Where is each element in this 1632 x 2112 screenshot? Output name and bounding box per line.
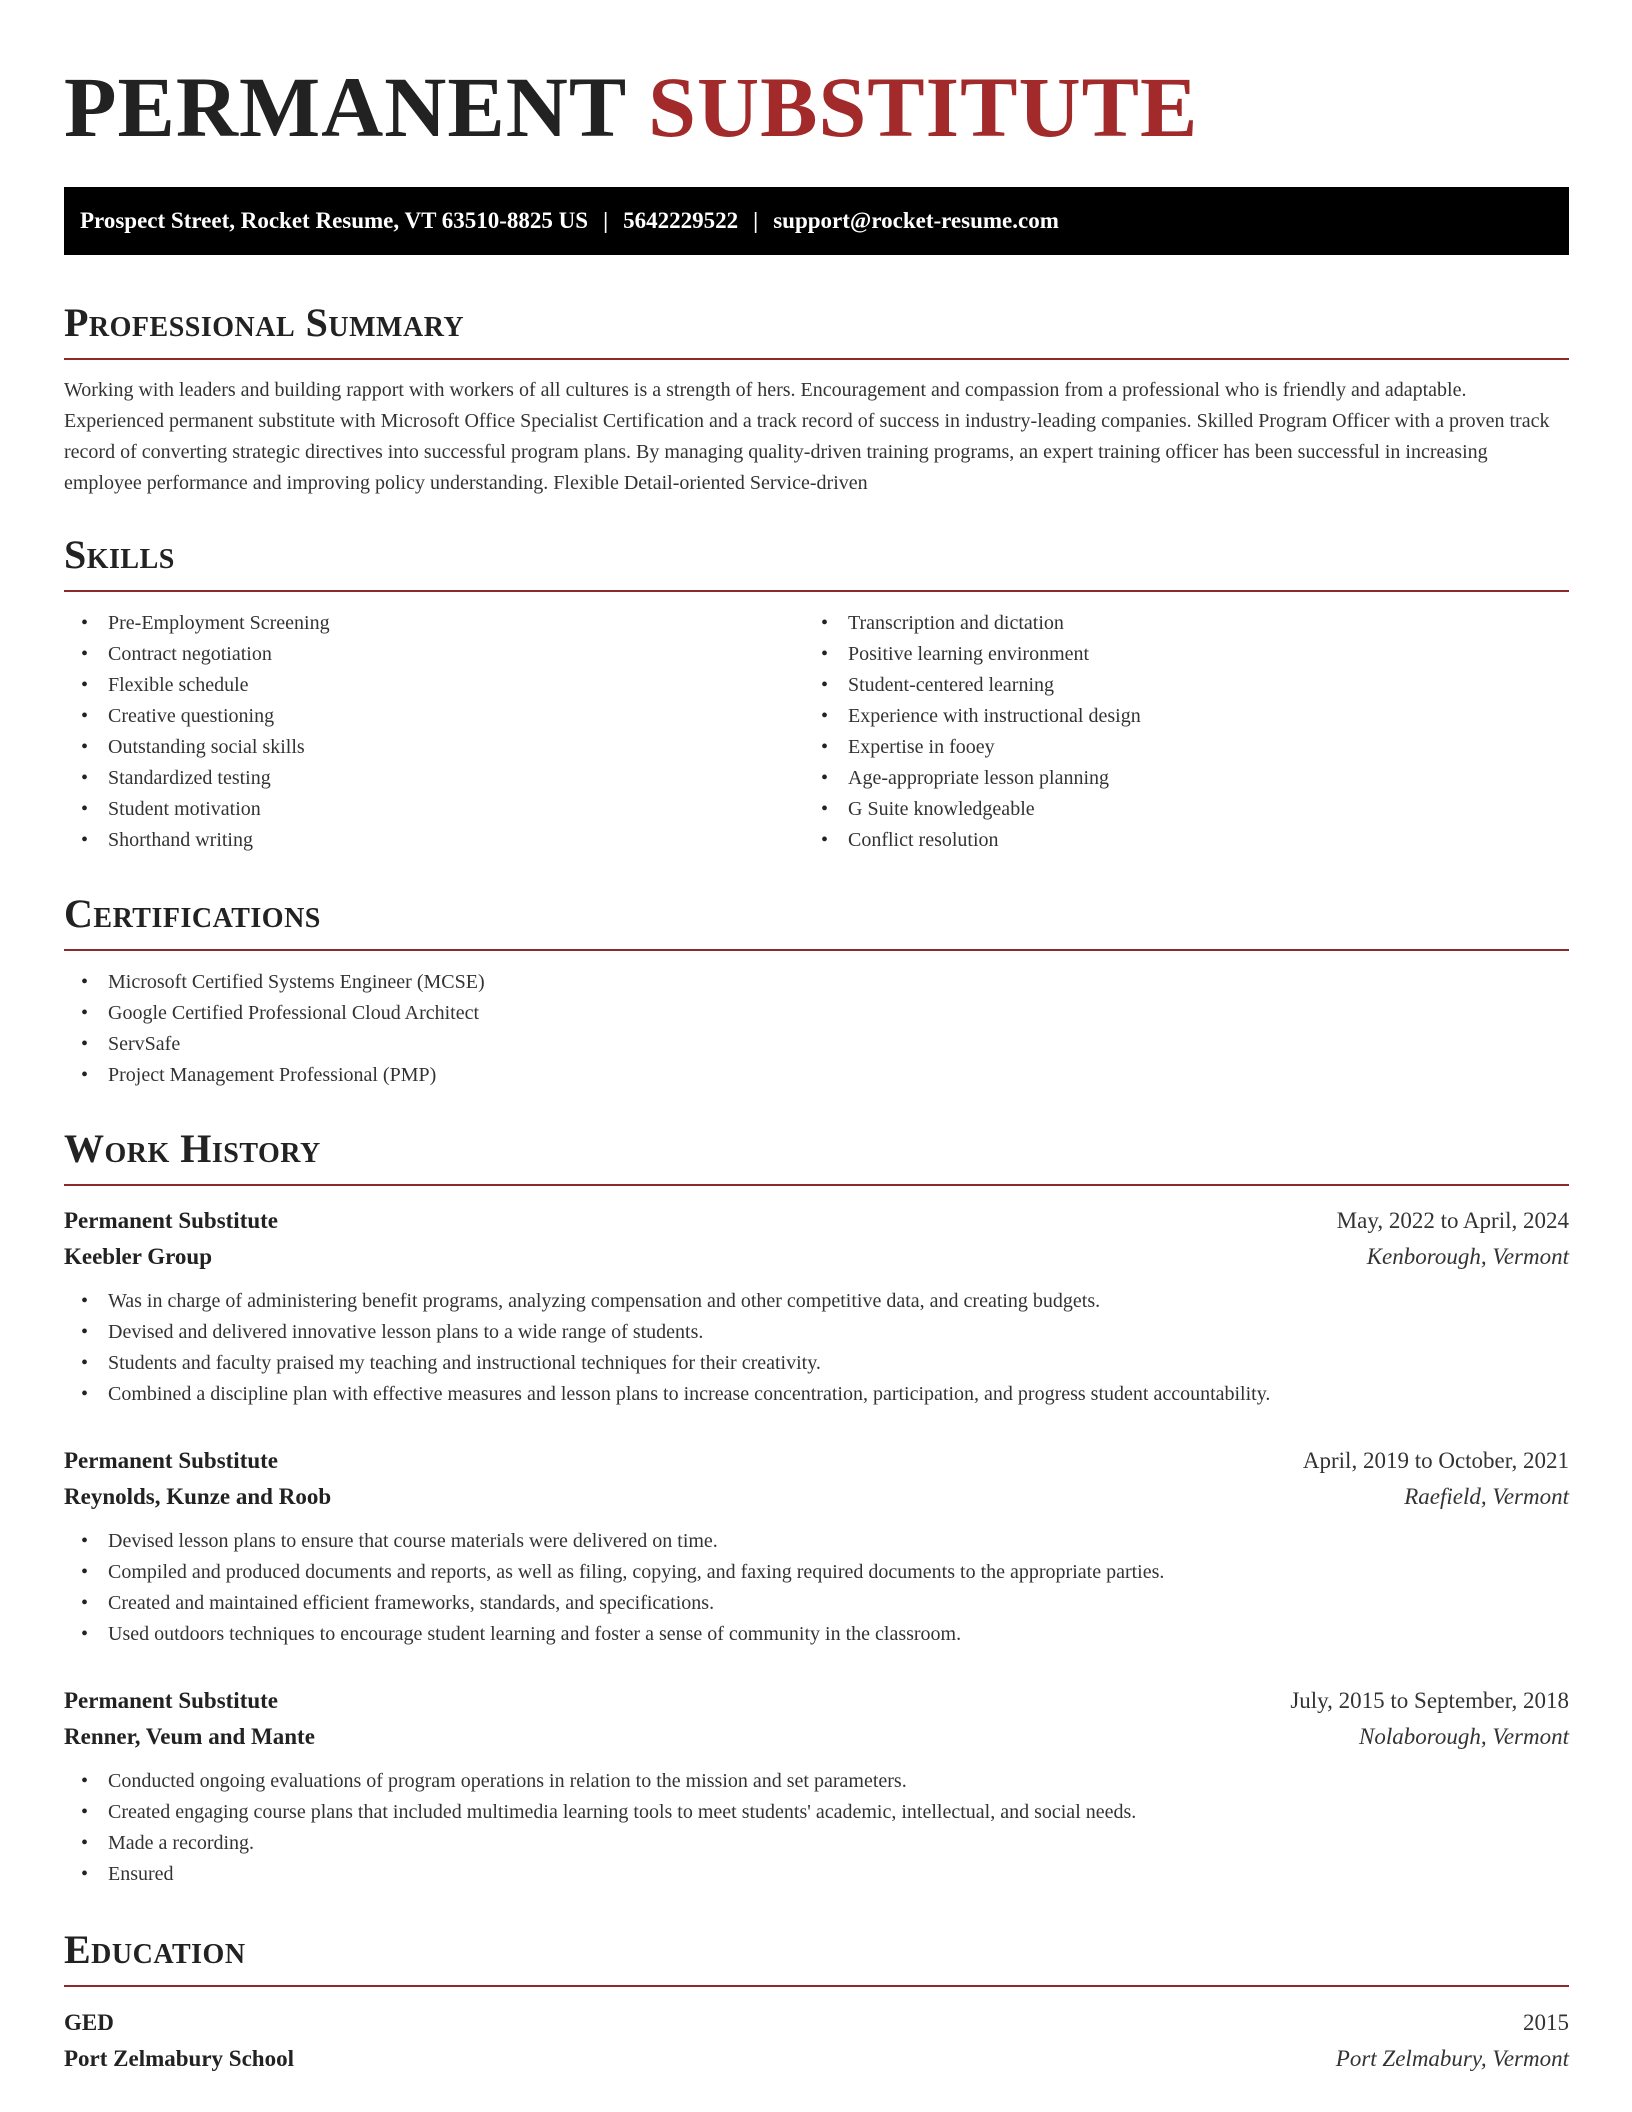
section-title-education: Education bbox=[64, 1927, 246, 1972]
skill-item: • Student motivation bbox=[64, 794, 804, 825]
skill-item: • Pre-Employment Screening bbox=[64, 608, 804, 639]
skills-column-left bbox=[64, 608, 804, 856]
skill-item: • G Suite knowledgeable bbox=[804, 794, 1544, 825]
education-location: Port Zelmabury, Vermont bbox=[1335, 2046, 1569, 2071]
contact-email: support@rocket-resume.com bbox=[773, 208, 1059, 233]
skill-item: • Transcription and dictation bbox=[804, 608, 1544, 639]
section-divider bbox=[64, 949, 1569, 951]
certification-item: • ServSafe bbox=[64, 1029, 1569, 1060]
skill-item: • Contract negotiation bbox=[64, 639, 804, 670]
education-degree: GED bbox=[64, 2010, 114, 2035]
job-dates: May, 2022 to April, 2024 bbox=[1336, 1208, 1569, 1233]
contact-bar bbox=[64, 187, 1569, 255]
job-duty: • Created engaging course plans that included multimedia learning tools to meet students' academic, intellectual, and social needs. bbox=[64, 1797, 1569, 1828]
section-title-certifications: Certifications bbox=[64, 891, 321, 936]
skills-column-right bbox=[804, 608, 1544, 856]
job-location: Kenborough, Vermont bbox=[1366, 1244, 1569, 1269]
job-duties bbox=[64, 1286, 1569, 1410]
job-duty: • Devised and delivered innovative lesson plans to a wide range of students. bbox=[64, 1317, 1569, 1348]
section-divider bbox=[64, 358, 1569, 360]
job-company: Renner, Veum and Mante bbox=[64, 1724, 315, 1749]
job-dates: April, 2019 to October, 2021 bbox=[1302, 1448, 1569, 1473]
contact-separator: | bbox=[603, 208, 609, 233]
certification-item: • Google Certified Professional Cloud Architect bbox=[64, 998, 1569, 1029]
skill-item: • Age-appropriate lesson planning bbox=[804, 763, 1544, 794]
job-location: Raefield, Vermont bbox=[1404, 1484, 1569, 1509]
skill-item: • Conflict resolution bbox=[804, 825, 1544, 856]
skill-item: • Expertise in fooey bbox=[804, 732, 1544, 763]
job-duty: • Conducted ongoing evaluations of program operations in relation to the mission and set parameters. bbox=[64, 1766, 1569, 1797]
education-entry bbox=[64, 2005, 1569, 2077]
skill-item: • Positive learning environment bbox=[804, 639, 1544, 670]
name-first: PERMANENT bbox=[64, 59, 626, 155]
job-entry bbox=[64, 1203, 1569, 1410]
job-entry bbox=[64, 1443, 1569, 1650]
job-duty: • Ensured bbox=[64, 1859, 1569, 1890]
job-duty: • Students and faculty praised my teaching and instructional techniques for their creativity. bbox=[64, 1348, 1569, 1379]
job-duties bbox=[64, 1766, 1569, 1890]
skill-item: • Flexible schedule bbox=[64, 670, 804, 701]
job-duty: • Used outdoors techniques to encourage student learning and foster a sense of community in the classroom. bbox=[64, 1619, 1569, 1650]
job-duty: • Created and maintained efficient frameworks, standards, and specifications. bbox=[64, 1588, 1569, 1619]
job-duty: • Compiled and produced documents and reports, as well as filing, copying, and faxing required documents to the appropriate parties. bbox=[64, 1557, 1569, 1588]
certification-item: • Microsoft Certified Systems Engineer (MCSE) bbox=[64, 967, 1569, 998]
section-title-work-history: Work History bbox=[64, 1126, 321, 1171]
job-title: Permanent Substitute bbox=[64, 1688, 279, 1713]
contact-phone: 5642229522 bbox=[623, 208, 739, 233]
education-year: 2015 bbox=[1523, 2010, 1569, 2035]
job-duty: • Devised lesson plans to ensure that course materials were delivered on time. bbox=[64, 1526, 1569, 1557]
skill-item: • Standardized testing bbox=[64, 763, 804, 794]
education-school: Port Zelmabury School bbox=[64, 2046, 294, 2071]
section-divider bbox=[64, 1985, 1569, 1987]
section-divider bbox=[64, 590, 1569, 592]
contact-address: Prospect Street, Rocket Resume, VT 63510-8825 US bbox=[80, 208, 589, 233]
section-title-summary: Professional Summary bbox=[64, 300, 465, 345]
job-duty: • Made a recording. bbox=[64, 1828, 1569, 1859]
job-duty: • Combined a discipline plan with effective measures and lesson plans to increase concentration, participation, and progress student accountability. bbox=[64, 1379, 1569, 1410]
contact-separator: | bbox=[753, 208, 759, 233]
skills-list bbox=[64, 608, 1569, 856]
skill-item: • Outstanding social skills bbox=[64, 732, 804, 763]
skill-item: • Experience with instructional design bbox=[804, 701, 1544, 732]
job-company: Reynolds, Kunze and Roob bbox=[64, 1484, 332, 1509]
job-title: Permanent Substitute bbox=[64, 1208, 279, 1233]
certification-item: • Project Management Professional (PMP) bbox=[64, 1060, 1569, 1091]
skill-item: • Creative questioning bbox=[64, 701, 804, 732]
section-divider bbox=[64, 1184, 1569, 1186]
skill-item: • Student-centered learning bbox=[804, 670, 1544, 701]
job-company: Keebler Group bbox=[64, 1244, 213, 1269]
job-duty: • Was in charge of administering benefit programs, analyzing compensation and other competitive data, and creating budgets. bbox=[64, 1286, 1569, 1317]
summary-text: Working with leaders and building rapport with workers of all cultures is a strength of hers. Encouragement and compassion from a professional who is friendly and adaptable. Experienced permanent substitute with Microsoft Office Specialist Certification and a track record of success in industry-leading companies. Skilled Program Officer with a proven track record of converting strategic directives into successful program plans. By managing quality-driven training programs, an expert training officer has been successful in increasing employee performance and improving policy understanding. Flexible Detail-oriented Service-driven bbox=[64, 379, 1550, 494]
job-location: Nolaborough, Vermont bbox=[1359, 1724, 1569, 1749]
job-dates: July, 2015 to September, 2018 bbox=[1290, 1688, 1569, 1713]
certifications-list bbox=[64, 967, 1569, 1091]
job-duties bbox=[64, 1526, 1569, 1650]
job-title: Permanent Substitute bbox=[64, 1448, 279, 1473]
job-entry bbox=[64, 1683, 1569, 1890]
section-title-skills: Skills bbox=[64, 532, 175, 577]
name-last: SUBSTITUTE bbox=[648, 59, 1199, 155]
candidate-name bbox=[64, 59, 1569, 155]
skill-item: • Shorthand writing bbox=[64, 825, 804, 856]
